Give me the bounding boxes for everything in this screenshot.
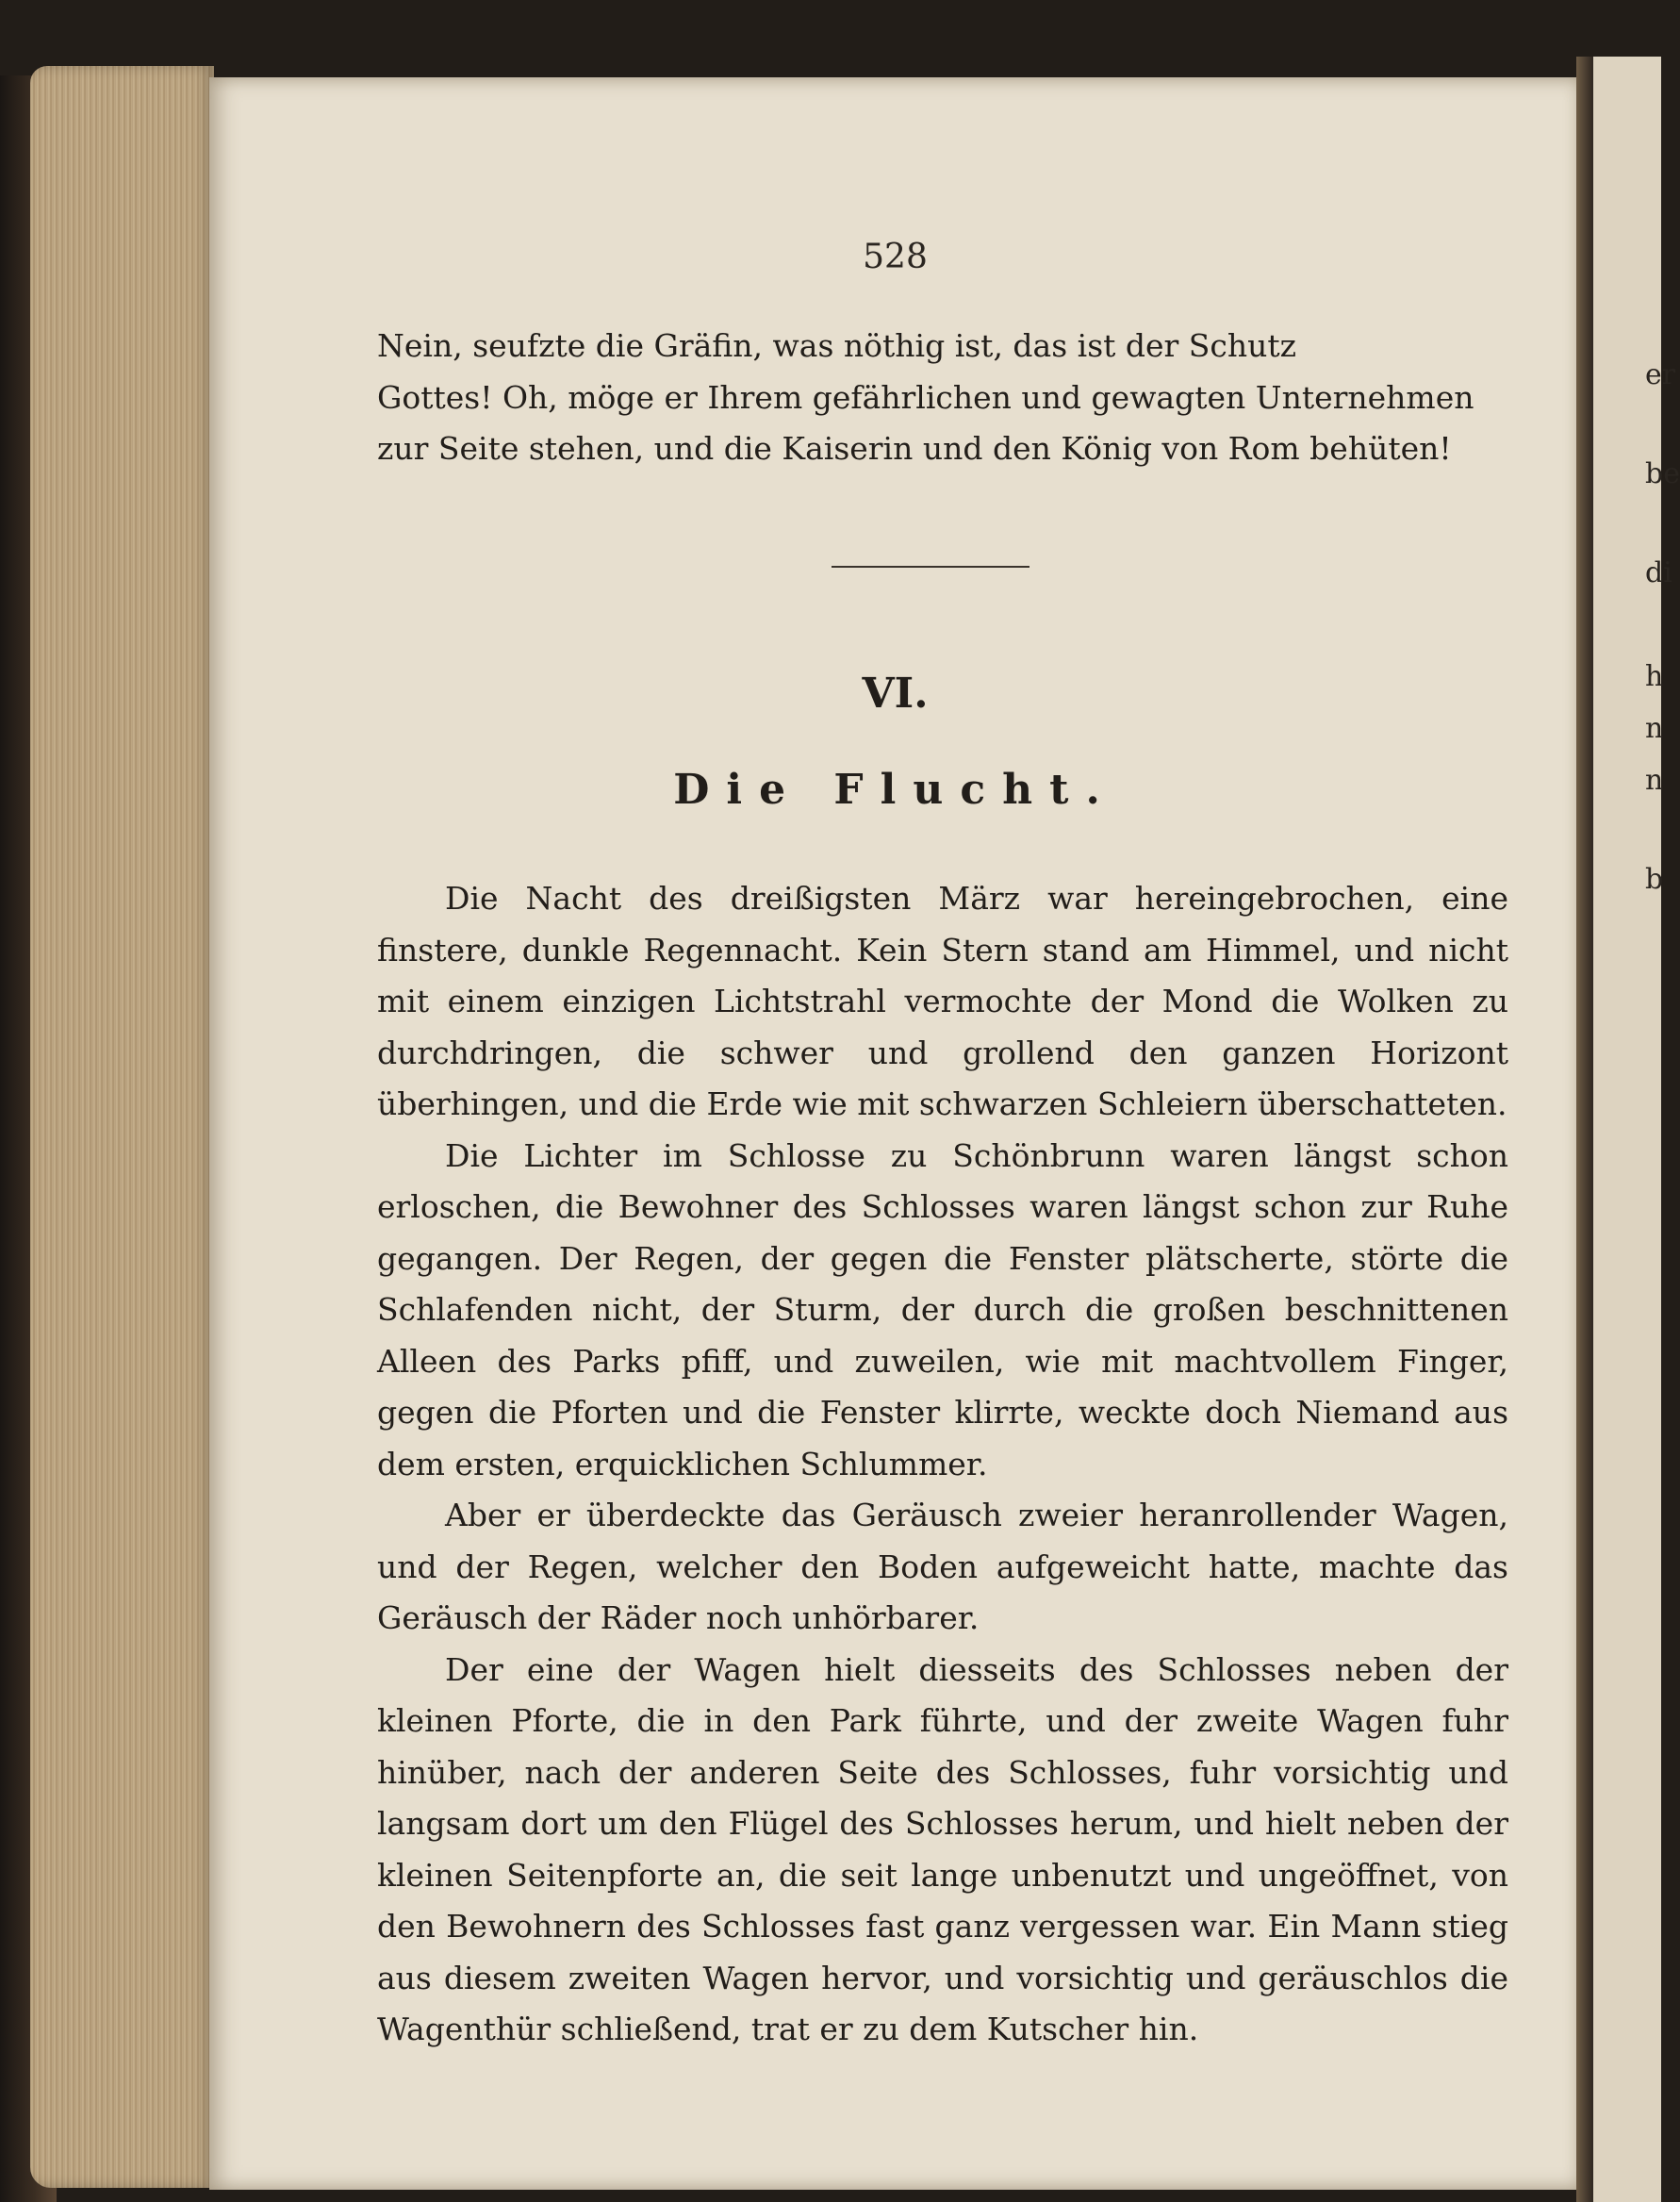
page-number: 528 [863,238,928,276]
facing-page-fragment: be [1645,457,1680,490]
paragraph: Die Lichter im Schlosse zu Schönbrunn waren längst schon erloschen, die Bewohner des Schlosses waren längst schon zur Ruhe gegangen. Der Regen, der gegen die Fenster plätscherte, störte die Schlafenden nicht, der Sturm, der durch die großen beschnittenen Alleen des Parks pfiff, und zuweilen, wie mit machtvollem Finger, gegen die Pforten und die Fenster klirrte, weckte doch Niemand aus dem ersten, erquicklichen Schlummer. [377,1136,1508,1482]
facing-page-fragment: b [1645,863,1664,896]
facing-page-fragment: n [1645,712,1664,745]
paragraph: Der eine der Wagen hielt diesseits des Schlosses neben der kleinen Pforte, die in den Park führte, und der zweite Wagen fuhr hinüber, nach der anderen Seite des Schlosses, fuhr vorsichtig und langsam dort um den Flügel des Schlosses herum, und hielt neben der kleinen Seitenpforte an, die seit lange unbenutzt und ungeöffnet, von den Bewohnern des Schlosses fast ganz vergessen war. Ein Mann stieg aus diesem zweiten Wagen hervor, und vorsichtig und geräuschlos die Wagenthür schließend, trat er zu dem Kutscher hin. [377,1650,1508,2047]
chapter-number: VI. [862,670,929,718]
intro-text [377,321,1508,475]
paragraph: Aber er überdeckte das Geräusch zweier heranrollender Wagen, und der Regen, welcher den Boden aufgeweicht hatte, machte das Geräusch der Räder noch unhörbarer. [377,1497,1508,1636]
facing-page-fragment: di [1645,556,1672,589]
facing-page-edge [1593,57,1680,2202]
chapter-body [377,873,1508,2056]
intro-line: Gottes! Oh, möge er Ihrem gefährlichen und gewagten Unternehmen [377,378,1474,416]
page-edges [30,66,214,2188]
book-page [209,77,1581,2190]
intro-line: zur Seite stehen, und die Kaiserin und den König von Rom behüten! [377,430,1452,467]
paragraph: Die Nacht des dreißigsten März war hereingebrochen, eine finstere, dunkle Regennacht. Kein Stern stand am Himmel, und nicht mit einem einzigen Lichtstrahl vermochte der Mond die Wolken zu durchdringen, die schwer und grollend den ganzen Horizont überhingen, und die Erde wie mit schwarzen Schleiern überschatteten. [377,880,1508,1122]
facing-page-fragment: er [1645,358,1676,391]
chapter-title: Die Flucht. [673,766,1117,814]
intro-line: Nein, seufzte die Gräfin, was nöthig ist, das ist der Schutz [377,327,1297,364]
book-gutter [1576,57,1593,2202]
facing-page-fragment: n [1645,764,1664,797]
section-divider [832,566,1029,568]
facing-page-fragment: h [1645,660,1664,693]
